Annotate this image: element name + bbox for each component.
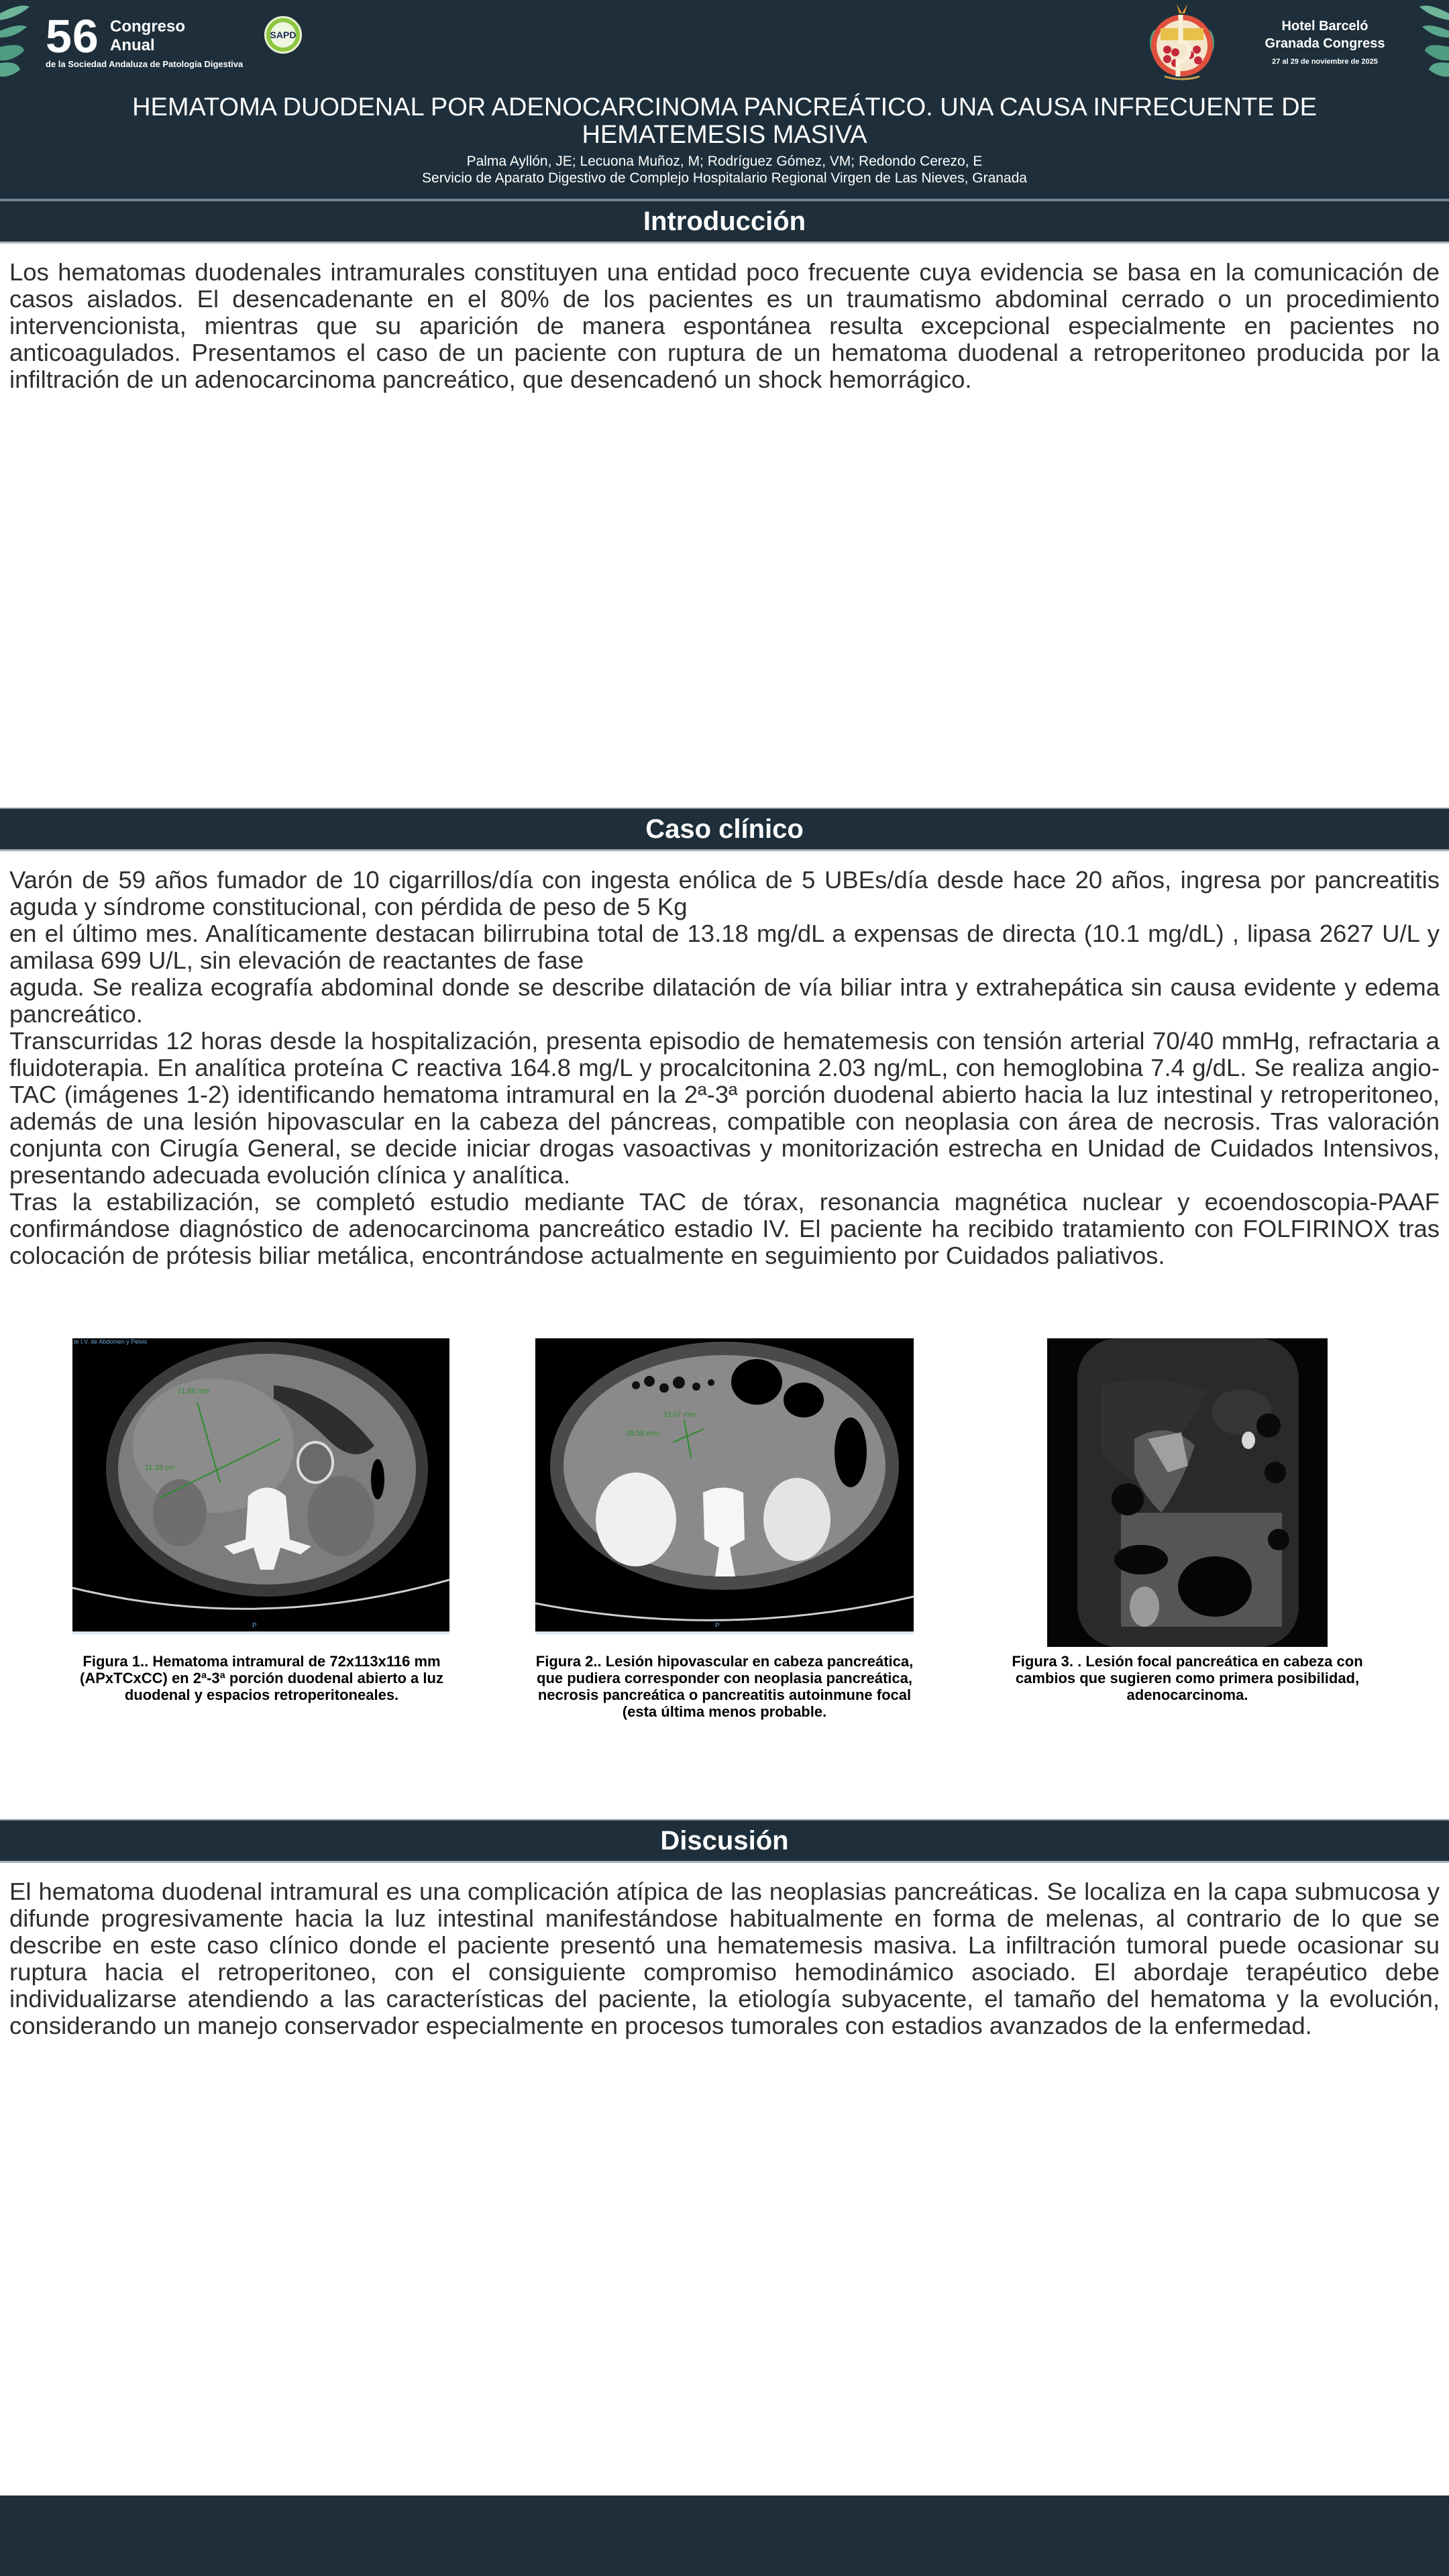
ct-scan-axial-2-icon [535, 1338, 914, 1631]
section-heading-case: Caso clínico [0, 808, 1449, 851]
congress-number: 56 [46, 10, 99, 62]
discussion-paragraph: El hematoma duodenal intramural es una complicación atípica de las neoplasias pancreáticas. Se localiza en la capa submucosa y difunde progresivamente hacia la luz intestinal manifestándose habitualmente en forma de melenas, al contrario de lo que se describe en este caso clínico donde el paciente presentó una hematemesis masiva. La infiltración tumoral puede ocasionar su ruptura hacia el retroperitoneo, con el consiguiente compromiso hemodinámico asociado. El abordaje terapéutico debe individualizarse atendiendo a las características del paciente, la etiología subyacente, el tamaño del hematoma y la evolución, considerando un manejo conservador especialmente en procesos tumorales con estadios avanzados de la enfermedad. [9, 1878, 1440, 2039]
congress-label-line2: Anual [110, 36, 155, 54]
fig1-measure-1: 71.86 mm [177, 1387, 210, 1395]
authors: Palma Ayllón, JE; Lecuona Muñoz, M; Rodríguez Gómez, VM; Redondo Cerezo, E [466, 154, 983, 169]
congress-label-line1: Congreso [110, 17, 186, 36]
figure-3-caption: Figura 3. . Lesión focal pancreática en cabeza con cambios que sugieren como primera posibilidad, adenocarcinoma. [1012, 1653, 1363, 1703]
venue-info [1254, 17, 1395, 66]
affiliation: Servicio de Aparato Digestivo de Complejo Hospitalario Regional Virgen de Las Nieves, Granada [422, 170, 1027, 186]
poster-header [0, 0, 1449, 200]
poster-title: HEMATOMA DUODENAL POR ADENOCARCINOMA PANCREÁTICO. UNA CAUSA INFRECUENTE DE HEMATEMESIS MASIVA [132, 93, 1317, 149]
figure-1-caption: Figura 1.. Hematoma intramural de 72x113x116 mm (APxTCxCC) en 2ª-3ª porción duodenal abierto a luz duodenal y espacios retroperitoneales. [80, 1653, 443, 1703]
figure-3-mri-image [1047, 1338, 1328, 1647]
discussion-text [9, 1878, 1440, 2039]
fig1-measure-2: 11.33 cm [145, 1464, 175, 1472]
fig2-measure-1: 33.07 mm [663, 1411, 696, 1419]
case-paragraph: Transcurridas 12 horas desde la hospitalización, presenta episodio de hematemesis con tensión arterial 70/40 mmHg, refractaria a fluidoterapia. En analítica proteína C reactiva 164.8 mg/L y procalcitonina 2.03 ng/mL, con hemoglobina 7.4 g/dL. Se realiza angio-TAC (imágenes 1-2) identificando hematoma intramural en la 2ª-3ª porción duodenal abierto hacia la luz intestinal y retroperitoneo, además de una lesión hipovascular en la cabeza del páncreas, compatible con neoplasia con área de necrosis. Tras valoración conjunta con Cirugía General, se decide iniciar drogas vasoactivas y monitorización estrecha en Unidad de Cuidados Intensivos, presentando adecuada evolución clínica y analítica. [9, 1027, 1440, 1189]
leaf-decoration-right-icon [1419, 0, 1449, 78]
section-heading-discussion: Discusión [0, 1819, 1449, 1863]
intro-paragraph: Los hematomas duodenales intramurales constituyen una entidad poco frecuente cuya evidencia se basa en la comunicación de casos aislados. El desencadenante en el 80% de los pacientes es un traumatismo abdominal cerrado o un procedimiento intervencionista, mientras que su aparición de manera espontánea resulta excepcional especialmente en pacientes no anticoagulados. Presentamos el caso de un paciente con ruptura de un hematoma duodenal a retroperitoneo producida por la infiltración de un adenocarcinoma pancreático, que desencadenó un shock hemorrágico. [9, 258, 1440, 393]
fig2-orientation: P [715, 1622, 720, 1629]
leaf-decoration-left-icon [0, 0, 30, 78]
case-paragraph: Varón de 59 años fumador de 10 cigarrillos/día con ingesta enólica de 5 UBEs/día desde hace 20 años, ingresa por pancreatitis aguda y síndrome constitucional, con pérdida de peso de 5 Kg [9, 866, 1440, 920]
sapd-logo [264, 16, 302, 54]
fig1-orientation: P [252, 1622, 257, 1629]
case-paragraph: Tras la estabilización, se completó estudio mediante TAC de tórax, resonancia magnética nuclear y ecoendoscopia-PAAF confirmándose diagnóstico de adenocarcinoma pancreático estadio IV. El paciente ha recibido tratamiento con FOLFIRINOX tras colocación de prótesis biliar metálica, encontrándose actualmente en seguimiento por Cuidados paliativos. [9, 1188, 1440, 1269]
intro-text [9, 259, 1440, 393]
case-paragraph: aguda. Se realiza ecografía abdominal donde se describe dilatación de vía biliar intra y extrahepática sin causa evidente y edema pancreático. [9, 973, 1440, 1028]
figure-1-ct-image [72, 1338, 449, 1634]
congress-logo [46, 7, 297, 74]
venue-line2: Granada Congress [1265, 36, 1385, 51]
poster-footer [0, 2496, 1449, 2576]
venue-line1: Hotel Barceló [1281, 19, 1368, 34]
section-heading-intro: Introducción [0, 200, 1449, 244]
sapd-logo-text: SAPD [270, 22, 296, 48]
society-name: de la Sociedad Andaluza de Patología Digestiva [46, 59, 244, 69]
figure-2-caption: Figura 2.. Lesión hipovascular en cabeza pancreática, que pudiera corresponder con neoplasia pancreática, necrosis pancreática o pancreatitis autoinmune focal (esta última menos probable. [535, 1653, 914, 1720]
granada-emblem-icon [1140, 1, 1224, 82]
ct-scan-axial-1-icon [72, 1338, 449, 1631]
congress-label [110, 17, 185, 55]
figure-2-ct-image [535, 1338, 914, 1634]
case-text [9, 867, 1440, 1269]
fig1-overlay-title: te I.V. de Abdomen y Pelvis [74, 1338, 148, 1345]
mri-coronal-icon [1047, 1338, 1328, 1647]
authors-block [67, 153, 1382, 186]
case-paragraph: en el último mes. Analíticamente destacan bilirrubina total de 13.18 mg/dL a expensas de directa (10.1 mg/dL) , lipasa 2627 U/L y amilasa 699 U/L, sin elevación de reactantes de fase [9, 920, 1440, 974]
fig2-measure-2: 28.58 mm [626, 1430, 659, 1438]
congress-dates: 27 al 29 de noviembre de 2025 [1272, 58, 1378, 66]
